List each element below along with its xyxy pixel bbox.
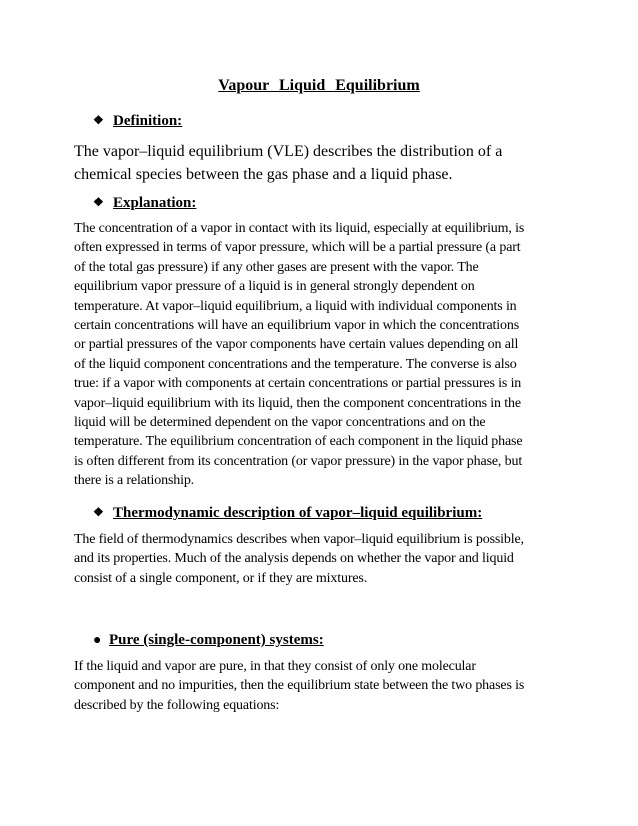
text-line: equilibrium vapor pressure of a liquid is in general strongly dependent on <box>74 279 475 295</box>
text-line: temperature. At vapor–liquid equilibrium, a liquid with individual components in <box>74 298 517 314</box>
thermodynamic-paragraph <box>74 530 574 588</box>
diamond-bullet-icon: ❖ <box>93 505 104 519</box>
diamond-bullet-icon: ❖ <box>93 195 104 209</box>
dot-bullet-icon: ● <box>93 633 102 648</box>
text-line: consist of a single component, or if they are mixtures. <box>74 570 368 586</box>
text-line: and its properties. Much of the analysis depends on whether the vapor and liquid <box>74 551 514 567</box>
text-line: true: if a vapor with components at certain concentrations or partial pressures is in <box>74 376 522 392</box>
section-heading-label: Thermodynamic description of vapor–liquid equilibrium: <box>113 505 483 521</box>
text-line: The concentration of a vapor in contact with its liquid, especially at equilibrium, is <box>74 221 525 236</box>
page-title: Vapour Liquid Equilibrium <box>218 77 420 94</box>
text-line: temperature. The equilibrium concentration of each component in the liquid phase <box>74 434 523 450</box>
text-line: certain concentrations will have an equilibrium vapor in which the concentrations <box>74 318 520 334</box>
explanation-paragraph <box>74 219 574 491</box>
text-line: often expressed in terms of vapor pressure, which will be a partial pressure (a part <box>74 240 521 256</box>
definition-paragraph <box>74 140 574 186</box>
text-line: vapor–liquid equilibrium with its liquid, then the component concentrations in the <box>74 395 521 411</box>
text-line: is often different from its concentration (or vapor pressure) in the vapor phase, but <box>74 453 523 469</box>
section-heading-definition <box>93 110 182 131</box>
text-line: of the liquid component concentrations and the temperature. The converse is also <box>74 356 517 372</box>
section-heading-explanation <box>93 192 196 213</box>
section-heading-pure-systems <box>93 630 324 651</box>
text-line: there is a relationship. <box>74 473 195 489</box>
section-heading-label: Definition: <box>113 113 183 129</box>
text-line: component and no impurities, then the equilibrium state between the two phases is <box>74 678 525 694</box>
text-line: The field of thermodynamics describes when vapor–liquid equilibrium is possible, <box>74 532 524 547</box>
section-heading-label: Explanation: <box>113 195 197 211</box>
text-line: liquid will be determined dependent on the vapor concentrations and on the <box>74 415 486 431</box>
text-line: The vapor–liquid equilibrium (VLE) describes the distribution of a <box>74 143 503 160</box>
text-line: chemical species between the gas phase and a liquid phase. <box>74 166 453 183</box>
text-line: If the liquid and vapor are pure, in that they consist of only one molecular <box>74 659 476 674</box>
text-line: described by the following equations: <box>74 697 280 713</box>
text-line: or partial pressures of the vapor components have certain values depending on all <box>74 337 519 353</box>
pure-systems-paragraph <box>74 657 574 715</box>
text-line: of the total gas pressure) if any other gases are present with the vapor. The <box>74 259 479 275</box>
section-heading-label: Pure (single-component) systems: <box>109 632 324 648</box>
section-heading-thermodynamic <box>93 502 482 523</box>
diamond-bullet-icon: ❖ <box>93 113 104 127</box>
